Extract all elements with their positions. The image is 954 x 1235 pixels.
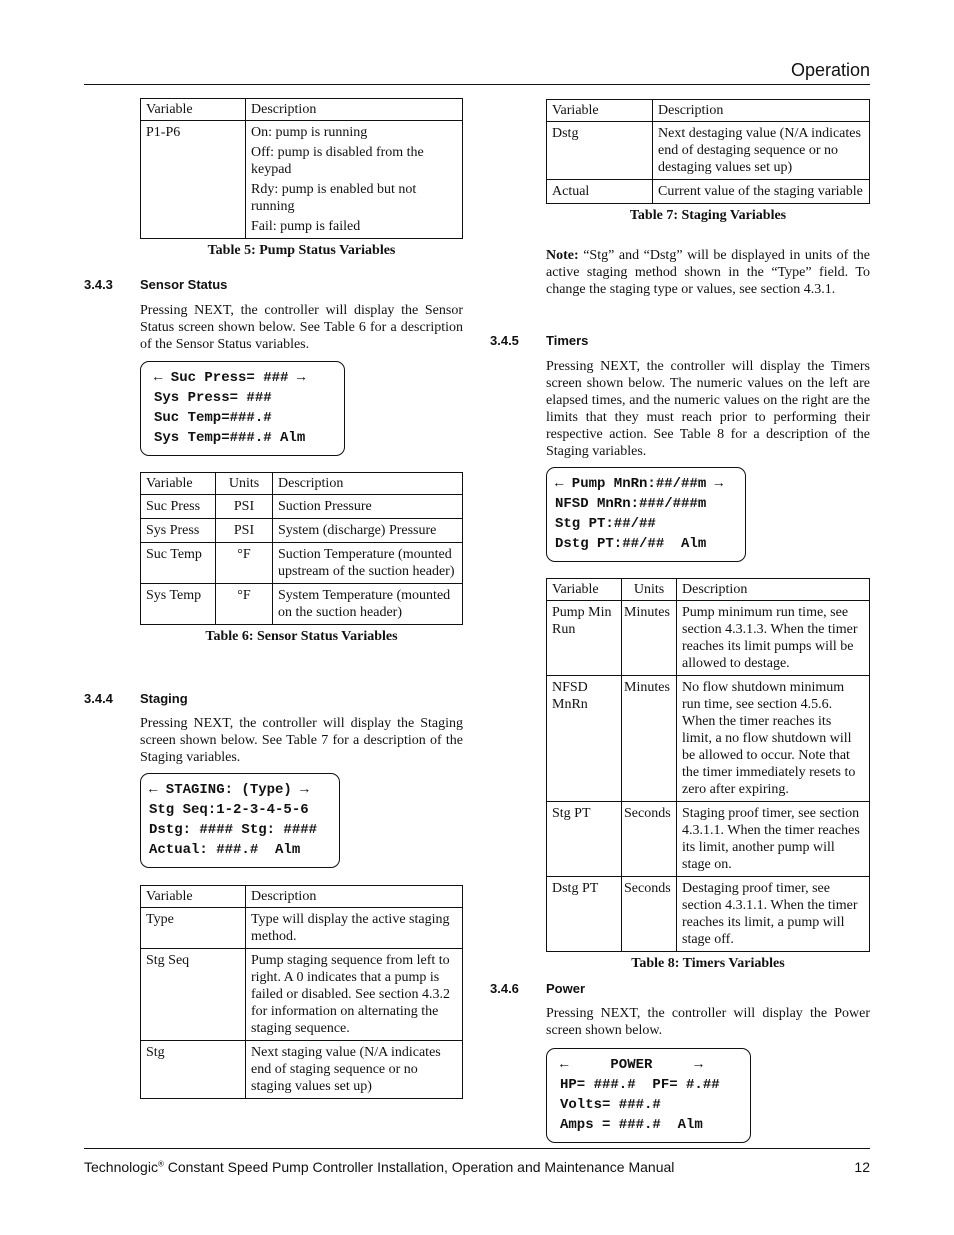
table-row [547, 122, 870, 180]
table-row [547, 601, 870, 676]
page-number: 12 [854, 1159, 870, 1175]
table-cell: System Temperature (mounted on the suction header) [273, 584, 463, 625]
table-cell [246, 121, 463, 239]
lcd-line: Actual: ###.# Alm [149, 842, 301, 858]
table-cell: No flow shutdown minimum run time, see section 4.5.6. When the timer reaches its limit, a no flow shutdown will be allowed to occur. Note that the timer immediately resets to zero after expiring. [677, 676, 870, 802]
table-cell: Sys Press [141, 519, 216, 543]
table-row [141, 1041, 463, 1099]
table8-block [546, 578, 870, 972]
status-line: Fail: pump is failed [251, 219, 361, 234]
table-cell: Current value of the staging variable [653, 180, 870, 204]
status-line: On: pump is running [251, 125, 368, 140]
table-cell: Seconds [622, 877, 677, 952]
table6-block [140, 472, 463, 645]
table-cell: Stg Seq [141, 949, 246, 1041]
table-row [141, 121, 463, 239]
table-cell: Stg PT [547, 802, 622, 877]
table-cell: Suc Press [141, 495, 216, 519]
column-header: Units [216, 473, 273, 495]
lcd-line: Sys Temp=###.# Alm [154, 430, 306, 446]
table8 [546, 578, 870, 952]
section-number: 3.4.6 [490, 981, 519, 996]
column-header: Variable [547, 100, 653, 122]
manual-title [84, 1159, 674, 1175]
table-cell: Sys Temp [141, 584, 216, 625]
table-row [141, 543, 463, 584]
table-row [141, 495, 463, 519]
lcd-line: NFSD MnRn:###/###m [555, 496, 707, 512]
lcd-line: Stg Seq:1-2-3-4-5-6 [149, 802, 309, 818]
table-cell: Minutes [622, 601, 677, 676]
table7-part2 [546, 99, 870, 204]
lcd-line: Dstg: #### Stg: #### [149, 822, 318, 838]
lcd-line: Suc Temp=###.# [154, 410, 272, 426]
table-row [547, 877, 870, 952]
lcd-line: Stg PT:##/## [555, 516, 656, 532]
table-cell: Next staging value (N/A indicates end of staging sequence or no staging values set up) [246, 1041, 463, 1099]
column-header: Variable [141, 99, 246, 121]
note-label: Note: [546, 248, 579, 263]
column-header: Description [273, 473, 463, 495]
lcd-screen-sensor [140, 361, 345, 456]
table-row [141, 908, 463, 949]
table-cell: Minutes [622, 676, 677, 802]
table-cell: Type [141, 908, 246, 949]
table-cell: Pump staging sequence from left to right. A 0 indicates that a pump is failed or disabled. See section 4.3.2 for information on alternating the staging sequence. [246, 949, 463, 1041]
table-cell: Dstg [547, 122, 653, 180]
table-cell: P1-P6 [141, 121, 246, 239]
table-row [141, 584, 463, 625]
table-cell: °F [216, 584, 273, 625]
lcd-line: ← Suc Press= ### → [154, 370, 306, 386]
table-cell: Pump minimum run time, see section 4.3.1.3. When the timer reaches its limit pumps will be allowed to destage. [677, 601, 870, 676]
lcd-line: ← STAGING: (Type) → [149, 782, 309, 798]
table-caption: Table 5: Pump Status Variables [207, 243, 396, 258]
note-text: “Stg” and “Dstg” will be displayed in units of the active staging method shown in the “Type” field. To change the staging type or values, see section 4.3.1. [546, 248, 870, 297]
page-header [84, 62, 870, 85]
column-header: Units [622, 579, 677, 601]
table6 [140, 472, 463, 625]
column-header: Variable [141, 473, 216, 495]
column-header: Variable [141, 886, 246, 908]
section-number: 3.4.4 [84, 691, 113, 706]
table-cell: Destaging proof timer, see section 4.3.1.1. When the timer reaches its limit, a pump will stage off. [677, 877, 870, 952]
lcd-screen-power [546, 1048, 751, 1143]
paragraph: Pressing NEXT, the controller will display the Power screen shown below. [546, 1006, 870, 1038]
table-cell: Pump Min Run [547, 601, 622, 676]
section-title: Timers [546, 333, 589, 348]
registered-mark: ® [157, 1159, 164, 1169]
lcd-screen-staging [140, 773, 340, 868]
paragraph: Pressing NEXT, the controller will display the Timers screen shown below. The numeric values on the left are elapsed times, and the numeric values on the right are the limits that they must reach prior to performing their respective action. See Table 8 for a description of the Staging variables. [546, 359, 870, 459]
section-title: Staging [140, 691, 188, 706]
note-paragraph [546, 247, 870, 298]
table-cell: Seconds [622, 802, 677, 877]
lcd-line: ← POWER → [560, 1057, 703, 1073]
table-row [547, 676, 870, 802]
table-cell: PSI [216, 519, 273, 543]
section-title: Sensor Status [140, 277, 228, 292]
lcd-line: HP= ###.# PF= #.## [560, 1077, 720, 1093]
table-caption: Table 8: Timers Variables [631, 956, 785, 971]
paragraph: Pressing NEXT, the controller will display the Staging screen shown below. See Table 7 for a description of the Staging variables. [140, 716, 463, 765]
table-caption: Table 6: Sensor Status Variables [205, 629, 398, 644]
lcd-line: Volts= ###.# [560, 1097, 661, 1113]
table5 [140, 98, 463, 239]
manual-name: Technologic [84, 1159, 158, 1175]
lcd-line: ← Pump MnRn:##/##m → [555, 476, 724, 492]
lcd-line: Amps = ###.# Alm [560, 1117, 703, 1133]
table-cell: Type will display the active staging method. [246, 908, 463, 949]
column-header: Description [246, 99, 463, 121]
table-cell: Staging proof timer, see section 4.3.1.1. When the timer reaches its limit, another pump will stage on. [677, 802, 870, 877]
status-line: Rdy: pump is enabled but not running [251, 182, 417, 214]
table-cell: Actual [547, 180, 653, 204]
table-row [547, 802, 870, 877]
paragraph: Pressing NEXT, the controller will display the Sensor Status screen shown below. See Table 6 for a description of the Sensor Status variables. [140, 303, 463, 352]
table7a-block [140, 885, 463, 1099]
table-row [141, 519, 463, 543]
table-row [141, 949, 463, 1041]
lcd-line: Dstg PT:##/## Alm [555, 536, 707, 552]
status-line: Off: pump is disabled from the keypad [251, 145, 424, 177]
page-footer [84, 1148, 870, 1175]
table7-part1 [140, 885, 463, 1099]
section-title: Operation [790, 60, 870, 80]
lcd-line: Sys Press= ### [154, 390, 272, 406]
table-cell: Suction Pressure [273, 495, 463, 519]
section-title: Power [546, 981, 586, 996]
section-number: 3.4.5 [490, 333, 519, 348]
lcd-screen-timers [546, 467, 746, 562]
column-header: Variable [547, 579, 622, 601]
table-cell: Suc Temp [141, 543, 216, 584]
manual-subtitle: Constant Speed Pump Controller Installation, Operation and Maintenance Manual [163, 1159, 675, 1175]
table5-block [140, 98, 463, 259]
table7b-block [546, 99, 870, 224]
column-header: Description [653, 100, 870, 122]
column-header: Description [677, 579, 870, 601]
table-cell: Next destaging value (N/A indicates end of destaging sequence or no destaging values set up) [653, 122, 870, 180]
table-cell: Dstg PT [547, 877, 622, 952]
column-header: Description [246, 886, 463, 908]
table-caption: Table 7: Staging Variables [629, 208, 787, 223]
table-cell: System (discharge) Pressure [273, 519, 463, 543]
table-cell: NFSD MnRn [547, 676, 622, 802]
section-number: 3.4.3 [84, 277, 113, 292]
table-cell: Stg [141, 1041, 246, 1099]
table-cell: PSI [216, 495, 273, 519]
table-row [547, 180, 870, 204]
table-cell: °F [216, 543, 273, 584]
table-cell: Suction Temperature (mounted upstream of the suction header) [273, 543, 463, 584]
